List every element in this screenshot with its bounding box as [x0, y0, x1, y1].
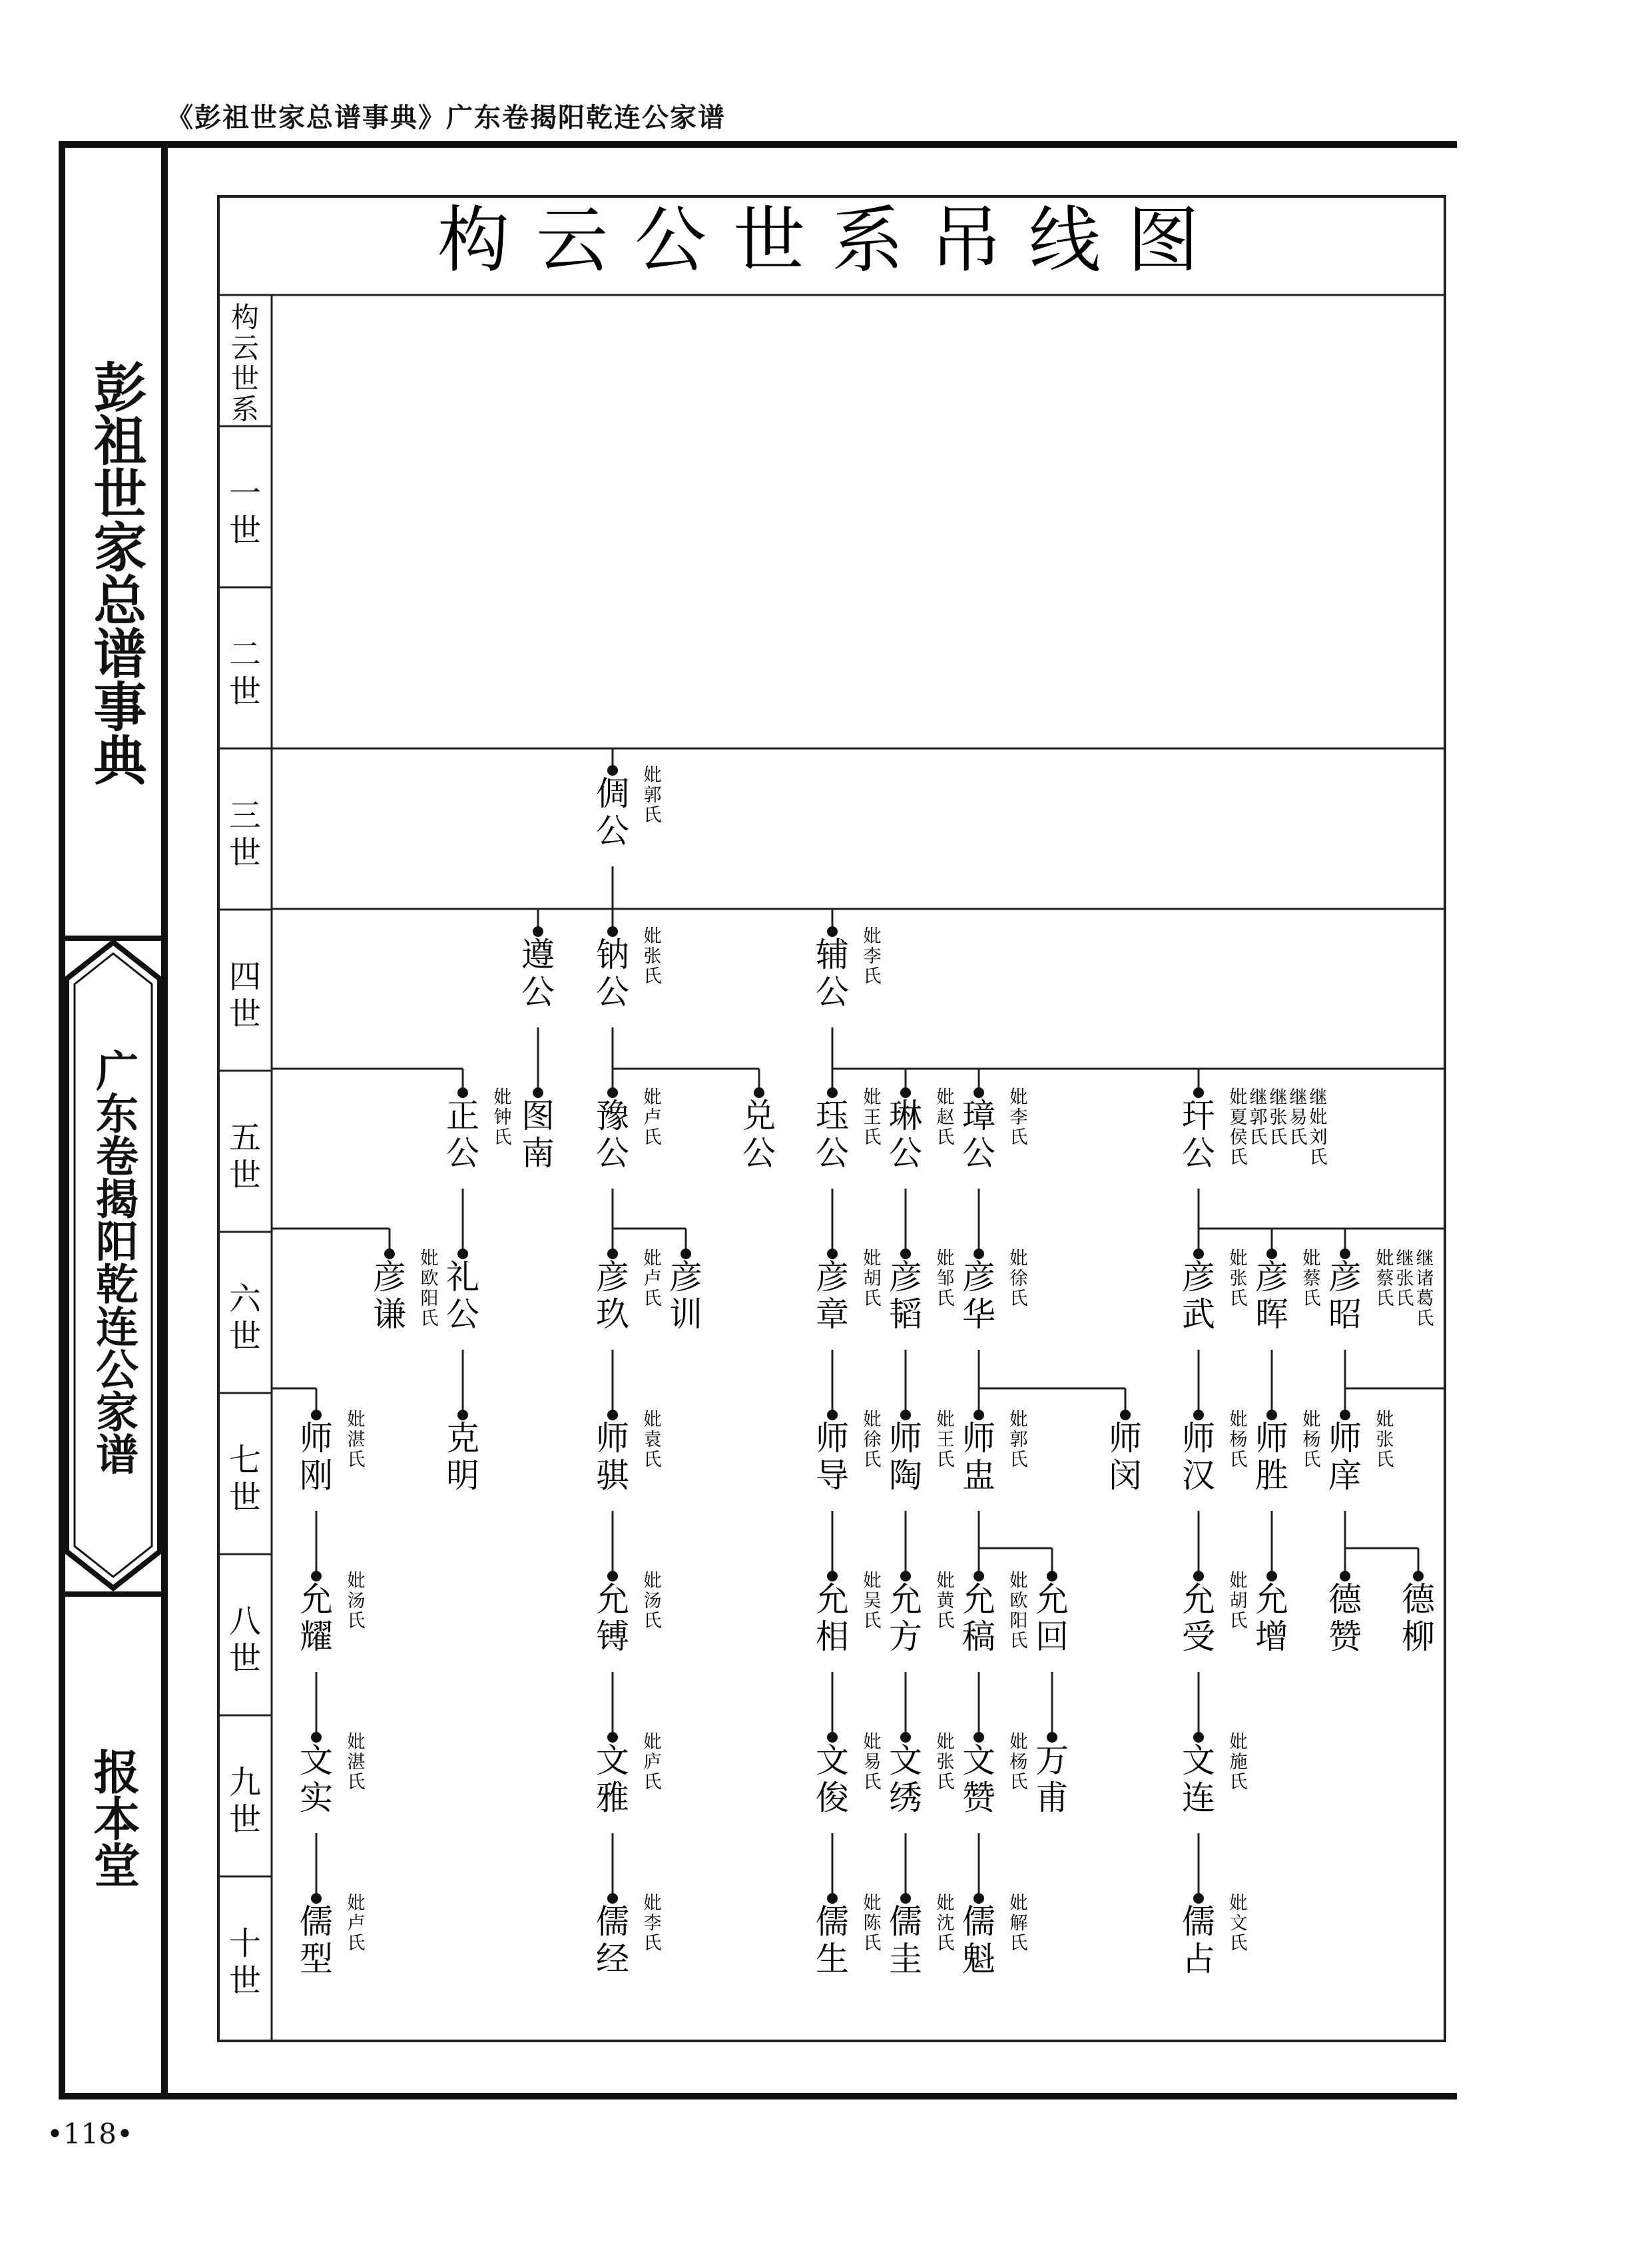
generation-label-1: 一	[228, 475, 262, 512]
person-name-p43: 实	[300, 1779, 333, 1817]
person-name-p20: 彦	[1182, 1258, 1215, 1296]
person-name-p12: 公	[1182, 1134, 1215, 1173]
spouse-note-p13: 氏	[420, 1308, 439, 1329]
spouse-note-p22: 继	[1416, 1249, 1434, 1269]
spouse-note-p54: 妣	[1009, 1893, 1028, 1914]
spouse-note-p17: 妣	[863, 1249, 882, 1269]
person-name-p29: 闵	[1109, 1456, 1142, 1495]
spouse-note-p12: 继	[1289, 1087, 1308, 1108]
spouse-note-p33: 汤	[347, 1591, 366, 1611]
sidebar-book-title: 彭祖世家总谱事典	[85, 360, 146, 786]
spouse-note-p7: 妣	[643, 1087, 662, 1108]
person-name-p47: 赞	[962, 1779, 995, 1817]
generation-label-9: 九	[228, 1764, 262, 1801]
spouse-note-p47: 杨	[1009, 1752, 1028, 1773]
spouse-note-p51: 氏	[643, 1933, 662, 1954]
spouse-note-p44: 庐	[643, 1752, 662, 1773]
spouse-note-p12: 妣	[1229, 1087, 1248, 1108]
person-name-p38: 允	[1035, 1580, 1069, 1619]
spouse-note-p12: 氏	[1269, 1127, 1288, 1148]
spouse-note-p49: 施	[1229, 1752, 1248, 1773]
person-name-p39: 受	[1182, 1617, 1215, 1656]
generation-label-10: 十	[228, 1925, 262, 1962]
person-name-p7: 豫	[596, 1097, 629, 1135]
person-name-p46: 文	[889, 1741, 922, 1780]
spouse-note-p4: 李	[863, 946, 882, 967]
person-name-p23: 师	[300, 1419, 333, 1458]
person-name-p14: 礼	[446, 1258, 479, 1296]
person-name-p34: 允	[596, 1580, 629, 1619]
generation-label-2: 二	[228, 636, 262, 673]
generation-label-9: 世	[228, 1801, 262, 1838]
spouse-note-p7: 卢	[643, 1107, 662, 1128]
person-name-p44: 文	[596, 1741, 629, 1780]
spouse-note-p21: 妣	[1302, 1249, 1321, 1269]
spouse-note-p26: 徐	[863, 1430, 882, 1450]
person-name-p42: 德	[1402, 1580, 1435, 1619]
spouse-note-p30: 杨	[1229, 1430, 1248, 1450]
spouse-note-p22: 氏	[1416, 1308, 1434, 1329]
spouse-note-p15: 卢	[643, 1268, 662, 1289]
person-name-p19: 彦	[962, 1258, 995, 1296]
generation-header-char: 云	[230, 332, 260, 364]
spouse-note-p39: 氏	[1229, 1611, 1248, 1631]
person-name-p40: 增	[1255, 1617, 1288, 1656]
spouse-note-p12: 继	[1309, 1087, 1328, 1108]
generation-label-3: 世	[228, 834, 262, 872]
spouse-note-p18: 氏	[936, 1288, 955, 1309]
person-name-p53: 圭	[889, 1940, 922, 1978]
person-name-p32: 师	[1328, 1419, 1362, 1458]
spouse-note-p32: 妣	[1376, 1410, 1394, 1430]
person-name-p27: 师	[889, 1419, 922, 1458]
person-name-p4: 辅	[816, 936, 849, 974]
person-name-p26: 导	[816, 1456, 849, 1495]
spouse-note-p46: 妣	[936, 1732, 955, 1753]
sidebar-branch-title: 广东卷揭阳乾连公家谱	[89, 1049, 138, 1475]
spouse-note-p22: 氏	[1376, 1288, 1394, 1309]
spouse-note-p47: 氏	[1009, 1772, 1028, 1793]
spouse-note-p22: 张	[1396, 1268, 1414, 1289]
spouse-note-p25: 袁	[643, 1430, 662, 1450]
spouse-note-p39: 胡	[1229, 1591, 1248, 1611]
person-name-p52: 生	[816, 1940, 849, 1978]
spouse-note-p26: 氏	[863, 1450, 882, 1470]
generation-label-7: 世	[228, 1479, 262, 1516]
spouse-note-p34: 氏	[643, 1611, 662, 1631]
person-name-p35: 允	[816, 1580, 849, 1619]
person-name-p7: 公	[596, 1134, 629, 1173]
person-name-p10: 公	[889, 1134, 922, 1173]
person-name-p27: 陶	[889, 1456, 922, 1495]
person-name-p52: 儒	[816, 1902, 849, 1941]
spouse-note-p52: 氏	[863, 1933, 882, 1954]
spouse-note-p18: 邹	[936, 1268, 955, 1289]
person-name-p5: 正	[446, 1097, 479, 1135]
spouse-note-p34: 妣	[643, 1571, 662, 1591]
spouse-note-p37: 欧	[1009, 1591, 1028, 1611]
spouse-note-p37: 妣	[1009, 1571, 1028, 1591]
spouse-note-p43: 氏	[347, 1772, 366, 1793]
spouse-note-p19: 氏	[1009, 1288, 1028, 1309]
spouse-note-p46: 氏	[936, 1772, 955, 1793]
spouse-note-p32: 张	[1376, 1430, 1394, 1450]
person-name-p18: 韬	[889, 1295, 922, 1334]
spouse-note-p20: 氏	[1229, 1288, 1248, 1309]
spouse-note-p49: 氏	[1229, 1772, 1248, 1793]
generation-label-4: 四	[228, 958, 262, 995]
person-name-p53: 儒	[889, 1902, 922, 1941]
person-name-p21: 彦	[1255, 1258, 1288, 1296]
spouse-note-p20: 张	[1229, 1268, 1248, 1289]
spouse-note-p22: 继	[1396, 1249, 1414, 1269]
spouse-note-p1: 妣	[643, 765, 662, 786]
spouse-note-p23: 氏	[347, 1450, 366, 1470]
person-name-p51: 经	[596, 1940, 629, 1978]
person-name-p18: 彦	[889, 1258, 922, 1296]
spouse-note-p12: 妣	[1309, 1107, 1328, 1128]
person-name-p15: 玖	[596, 1295, 629, 1334]
person-name-p33: 耀	[300, 1617, 333, 1656]
generation-label-6: 世	[228, 1318, 262, 1355]
chart-title: 构云公世系吊线图	[437, 199, 1227, 282]
person-name-p43: 文	[300, 1741, 333, 1780]
spouse-note-p46: 张	[936, 1752, 955, 1773]
spouse-note-p44: 氏	[643, 1772, 662, 1793]
person-name-p16: 训	[669, 1295, 702, 1334]
spouse-note-p53: 沈	[936, 1913, 955, 1934]
person-name-p28: 盅	[962, 1456, 995, 1495]
person-name-p6: 图	[521, 1097, 555, 1135]
spouse-note-p21: 氏	[1302, 1288, 1321, 1309]
person-name-p6: 南	[521, 1134, 555, 1173]
spouse-note-p12: 张	[1269, 1107, 1288, 1128]
person-name-p32: 庠	[1328, 1456, 1362, 1495]
person-name-p8: 兑	[742, 1097, 776, 1135]
person-name-p25: 师	[596, 1419, 629, 1458]
generation-label-6: 六	[228, 1280, 262, 1318]
person-name-p15: 彦	[596, 1258, 629, 1296]
spouse-note-p4: 氏	[863, 966, 882, 987]
spouse-note-p17: 氏	[863, 1288, 882, 1309]
spouse-note-p35: 氏	[863, 1611, 882, 1631]
generation-header-char: 世	[230, 362, 260, 395]
person-name-p47: 文	[962, 1741, 995, 1780]
page-number: •118•	[47, 2117, 133, 2150]
person-name-p55: 占	[1182, 1940, 1215, 1978]
spouse-note-p5: 妣	[493, 1087, 512, 1108]
spouse-note-p10: 氏	[936, 1127, 955, 1148]
spouse-note-p12: 继	[1249, 1087, 1268, 1108]
spouse-note-p12: 氏	[1309, 1147, 1328, 1168]
spouse-note-p3: 张	[643, 946, 662, 967]
spouse-note-p28: 氏	[1009, 1450, 1028, 1470]
spouse-note-p25: 妣	[643, 1410, 662, 1430]
person-name-p34: 镈	[596, 1617, 629, 1656]
spouse-note-p12: 郭	[1249, 1107, 1268, 1128]
person-name-p51: 儒	[596, 1902, 629, 1941]
person-name-p55: 儒	[1182, 1902, 1215, 1941]
spouse-note-p35: 妣	[863, 1571, 882, 1591]
spouse-note-p45: 妣	[863, 1732, 882, 1753]
person-name-p17: 彦	[816, 1258, 849, 1296]
person-name-p37: 稿	[962, 1617, 995, 1656]
spouse-note-p43: 湛	[347, 1752, 366, 1773]
person-name-p46: 绣	[889, 1779, 922, 1817]
person-name-p33: 允	[300, 1580, 333, 1619]
person-name-p24: 克	[446, 1419, 479, 1458]
generation-label-3: 三	[228, 797, 262, 834]
spouse-note-p12: 侯	[1229, 1127, 1248, 1148]
spouse-note-p31: 妣	[1302, 1410, 1321, 1430]
person-name-p12: 玕	[1182, 1097, 1215, 1135]
spouse-note-p25: 氏	[643, 1450, 662, 1470]
spouse-note-p28: 妣	[1009, 1410, 1028, 1430]
spouse-note-p4: 妣	[863, 926, 882, 947]
person-name-p45: 文	[816, 1741, 849, 1780]
spouse-note-p12: 夏	[1229, 1107, 1248, 1128]
person-name-p39: 允	[1182, 1580, 1215, 1619]
person-name-p9: 公	[816, 1134, 849, 1173]
spouse-note-p11: 李	[1009, 1107, 1028, 1128]
person-name-p48: 甫	[1035, 1779, 1069, 1817]
spouse-note-p23: 湛	[347, 1430, 366, 1450]
spouse-note-p55: 妣	[1229, 1893, 1248, 1914]
book-header-title: 《彭祖世家总谱事典》广东卷揭阳乾连公家谱	[166, 103, 726, 133]
person-name-p4: 公	[816, 973, 849, 1011]
person-name-p2: 遵	[521, 936, 555, 974]
person-name-p1: 倜	[596, 774, 629, 813]
spouse-note-p5: 钟	[493, 1107, 512, 1128]
spouse-note-p22: 氏	[1396, 1288, 1414, 1309]
person-name-p54: 魁	[962, 1940, 995, 1978]
spouse-note-p50: 卢	[347, 1913, 366, 1934]
person-name-p11: 公	[962, 1134, 995, 1173]
generation-label-5: 五	[228, 1119, 262, 1157]
spouse-note-p5: 氏	[493, 1127, 512, 1148]
spouse-note-p15: 妣	[643, 1249, 662, 1269]
spouse-note-p10: 妣	[936, 1087, 955, 1108]
generation-label-10: 世	[228, 1962, 262, 2000]
spouse-note-p49: 妣	[1229, 1732, 1248, 1753]
person-name-p40: 允	[1255, 1580, 1288, 1619]
spouse-note-p45: 易	[863, 1752, 882, 1773]
spouse-note-p55: 文	[1229, 1913, 1248, 1934]
person-name-p36: 允	[889, 1580, 922, 1619]
person-name-p3: 公	[596, 973, 629, 1011]
person-name-p54: 儒	[962, 1902, 995, 1941]
person-name-p13: 谦	[373, 1295, 406, 1334]
spouse-note-p37: 氏	[1009, 1631, 1028, 1651]
person-name-p23: 刚	[300, 1456, 333, 1495]
person-name-p37: 允	[962, 1580, 995, 1619]
spouse-note-p12: 易	[1289, 1107, 1308, 1128]
spouse-note-p13: 妣	[420, 1249, 439, 1269]
spouse-note-p1: 郭	[643, 785, 662, 806]
spouse-note-p22: 蔡	[1376, 1268, 1394, 1289]
person-name-p19: 华	[962, 1295, 995, 1334]
person-name-p44: 雅	[596, 1779, 629, 1817]
generation-label-1: 世	[228, 512, 262, 549]
person-name-p28: 师	[962, 1419, 995, 1458]
spouse-note-p3: 氏	[643, 966, 662, 987]
spouse-note-p13: 阳	[420, 1288, 439, 1309]
person-name-p25: 骐	[596, 1456, 629, 1495]
person-name-p16: 彦	[669, 1258, 702, 1296]
spouse-note-p12: 氏	[1289, 1127, 1308, 1148]
spouse-note-p15: 氏	[643, 1288, 662, 1309]
person-name-p22: 彦	[1328, 1258, 1362, 1296]
spouse-note-p47: 妣	[1009, 1732, 1028, 1753]
person-name-p49: 连	[1182, 1779, 1215, 1817]
person-name-p22: 昭	[1328, 1295, 1362, 1334]
spouse-note-p26: 妣	[863, 1410, 882, 1430]
person-name-p3: 钠	[596, 936, 629, 974]
spouse-note-p18: 妣	[936, 1249, 955, 1269]
person-name-p17: 章	[816, 1295, 849, 1334]
spouse-note-p11: 妣	[1009, 1087, 1028, 1108]
person-name-p26: 师	[816, 1419, 849, 1458]
person-name-p31: 胜	[1255, 1456, 1288, 1495]
spouse-note-p34: 汤	[643, 1591, 662, 1611]
person-name-p5: 公	[446, 1134, 479, 1173]
spouse-note-p51: 妣	[643, 1893, 662, 1914]
spouse-note-p28: 郭	[1009, 1430, 1028, 1450]
spouse-note-p23: 妣	[347, 1410, 366, 1430]
spouse-note-p27: 王	[936, 1430, 955, 1450]
person-name-p50: 儒	[300, 1902, 333, 1941]
person-name-p41: 赞	[1328, 1617, 1362, 1656]
spouse-note-p17: 胡	[863, 1268, 882, 1289]
person-name-p10: 琳	[889, 1097, 922, 1135]
spouse-note-p10: 赵	[936, 1107, 955, 1128]
person-name-p36: 方	[889, 1617, 922, 1656]
person-name-p9: 珏	[816, 1097, 849, 1135]
spouse-note-p30: 妣	[1229, 1410, 1248, 1430]
spouse-note-p19: 妣	[1009, 1249, 1028, 1269]
spouse-note-p54: 氏	[1009, 1933, 1028, 1954]
person-name-p11: 璋	[962, 1097, 995, 1135]
person-name-p30: 汉	[1182, 1456, 1215, 1495]
person-name-p29: 师	[1109, 1419, 1142, 1458]
spouse-note-p32: 氏	[1376, 1450, 1394, 1470]
spouse-note-p30: 氏	[1229, 1450, 1248, 1470]
spouse-note-p27: 妣	[936, 1410, 955, 1430]
spouse-note-p52: 妣	[863, 1893, 882, 1914]
person-name-p42: 柳	[1402, 1617, 1435, 1656]
spouse-note-p3: 妣	[643, 926, 662, 947]
spouse-note-p1: 氏	[643, 805, 662, 826]
spouse-note-p31: 杨	[1302, 1430, 1321, 1450]
spouse-note-p20: 妣	[1229, 1249, 1248, 1269]
spouse-note-p44: 妣	[643, 1732, 662, 1753]
person-name-p1: 公	[596, 812, 629, 850]
spouse-note-p50: 妣	[347, 1893, 366, 1914]
spouse-note-p7: 氏	[643, 1127, 662, 1148]
spouse-note-p13: 欧	[420, 1268, 439, 1289]
sidebar-hall-name: 报本堂	[86, 1748, 140, 1888]
person-name-p49: 文	[1182, 1741, 1215, 1780]
person-name-p41: 德	[1328, 1580, 1362, 1619]
generation-label-8: 世	[228, 1640, 262, 1677]
person-name-p48: 万	[1035, 1741, 1069, 1780]
person-name-p8: 公	[742, 1134, 776, 1173]
spouse-note-p12: 氏	[1249, 1127, 1268, 1148]
generation-label-4: 世	[228, 995, 262, 1033]
spouse-note-p12: 氏	[1229, 1147, 1248, 1168]
spouse-note-p54: 解	[1009, 1913, 1028, 1934]
spouse-note-p27: 氏	[936, 1450, 955, 1470]
spouse-note-p12: 刘	[1309, 1127, 1328, 1148]
spouse-note-p31: 氏	[1302, 1450, 1321, 1470]
spouse-note-p22: 葛	[1416, 1288, 1434, 1309]
spouse-note-p36: 妣	[936, 1571, 955, 1591]
spouse-note-p11: 氏	[1009, 1127, 1028, 1148]
spouse-note-p35: 吴	[863, 1591, 882, 1611]
person-name-p45: 俊	[816, 1779, 849, 1817]
generation-label-5: 世	[228, 1157, 262, 1194]
spouse-note-p9: 妣	[863, 1087, 882, 1108]
spouse-note-p39: 妣	[1229, 1571, 1248, 1591]
person-name-p24: 明	[446, 1456, 479, 1495]
person-name-p50: 型	[300, 1940, 333, 1978]
generation-header-char: 构	[230, 301, 260, 334]
person-name-p14: 公	[446, 1295, 479, 1334]
person-name-p31: 师	[1255, 1419, 1288, 1458]
spouse-note-p33: 氏	[347, 1611, 366, 1631]
person-name-p21: 晖	[1255, 1295, 1288, 1334]
person-name-p13: 彦	[373, 1258, 406, 1296]
spouse-note-p22: 妣	[1376, 1249, 1394, 1269]
spouse-note-p51: 李	[643, 1913, 662, 1934]
person-name-p20: 武	[1182, 1295, 1215, 1334]
generation-label-8: 八	[228, 1603, 262, 1640]
spouse-note-p12: 继	[1269, 1087, 1288, 1108]
spouse-note-p33: 妣	[347, 1571, 366, 1591]
person-name-p38: 回	[1035, 1617, 1069, 1656]
spouse-note-p9: 王	[863, 1107, 882, 1128]
spouse-note-p19: 徐	[1009, 1268, 1028, 1289]
spouse-note-p52: 陈	[863, 1913, 882, 1934]
spouse-note-p50: 氏	[347, 1933, 366, 1954]
generation-header-char: 系	[230, 393, 260, 425]
spouse-note-p36: 氏	[936, 1611, 955, 1631]
spouse-note-p9: 氏	[863, 1127, 882, 1148]
person-name-p35: 相	[816, 1617, 849, 1656]
spouse-note-p22: 诸	[1416, 1268, 1434, 1289]
spouse-note-p43: 妣	[347, 1732, 366, 1753]
spouse-note-p21: 蔡	[1302, 1268, 1321, 1289]
spouse-note-p55: 氏	[1229, 1933, 1248, 1954]
person-name-p2: 公	[521, 973, 555, 1011]
spouse-note-p37: 阳	[1009, 1611, 1028, 1631]
generation-label-2: 世	[228, 673, 262, 710]
spouse-note-p53: 妣	[936, 1893, 955, 1914]
person-name-p30: 师	[1182, 1419, 1215, 1458]
spouse-note-p36: 黄	[936, 1591, 955, 1611]
spouse-note-p53: 氏	[936, 1933, 955, 1954]
generation-label-7: 七	[228, 1442, 262, 1479]
spouse-note-p45: 氏	[863, 1772, 882, 1793]
